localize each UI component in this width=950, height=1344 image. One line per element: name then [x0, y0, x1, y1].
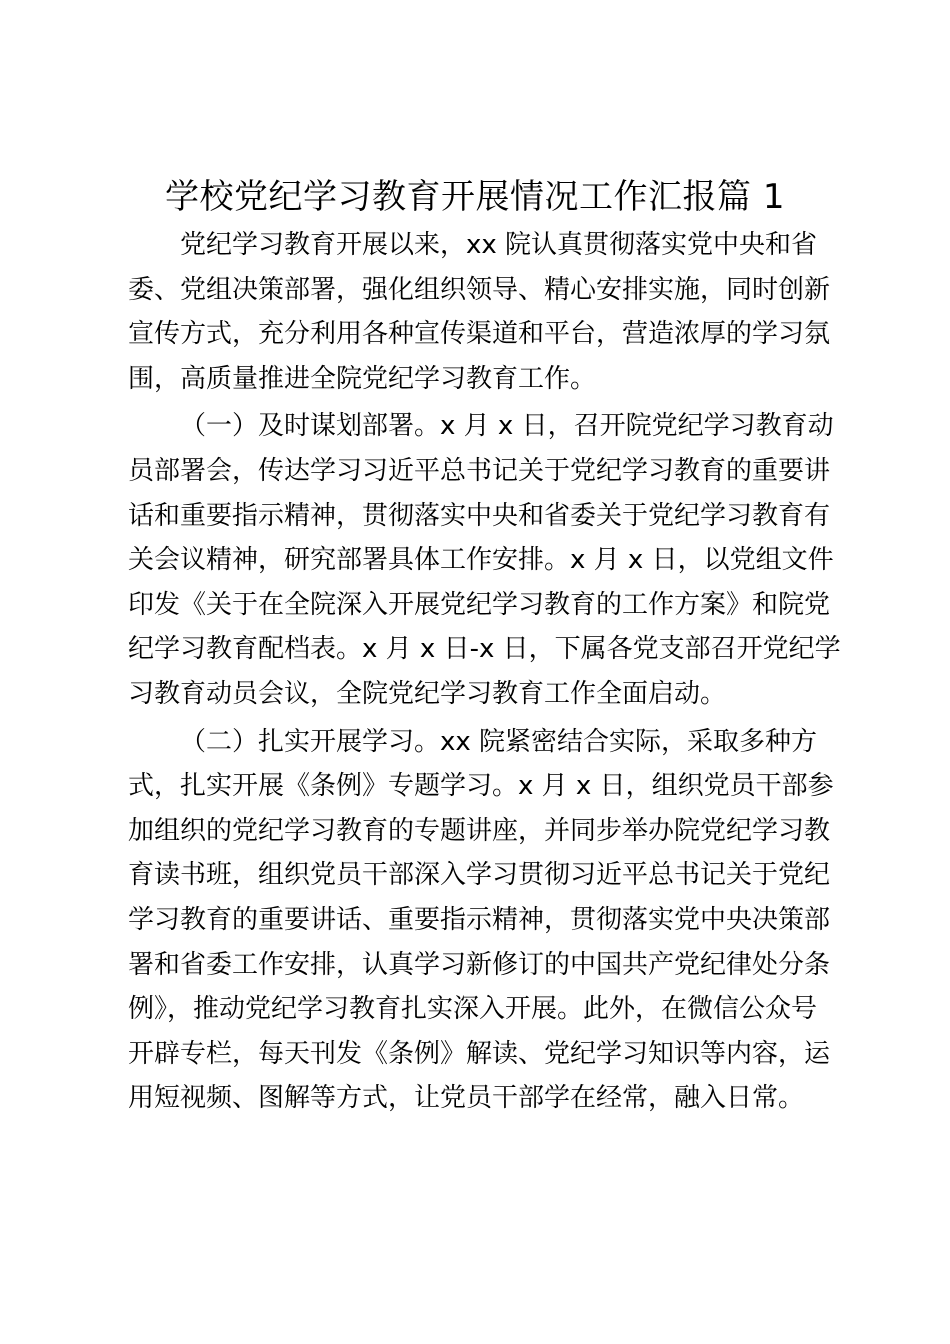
paragraph-line: 纪学习教育配档表。x 月 x 日-x 日，下属各党支部召开党纪学 [128, 634, 841, 665]
paragraph-line: 习教育动员会议，全院党纪学习教育工作全面启动。 [128, 678, 727, 709]
paragraph-line: 宣传方式，充分利用各种宣传渠道和平台，营造浓厚的学习氛 [128, 319, 831, 350]
document-body [128, 223, 841, 1124]
paragraph-line: 署和省委工作安排，认真学习新修订的中国共产党纪律处分条 [128, 949, 831, 980]
paragraph-section-1 [128, 404, 841, 716]
paragraph-line: 用短视频、图解等方式，让党员干部学在经常，融入日常。 [128, 1083, 805, 1114]
paragraph-line: 开辟专栏，每天刊发《条例》解读、党纪学习知识等内容，运 [128, 1038, 831, 1069]
paragraph-line: 委、党组决策部署，强化组织领导、精心安排实施，同时创新 [128, 274, 831, 305]
paragraph-line: （一）及时谋划部署。x 月 x 日，召开院党纪学习教育动 [180, 411, 834, 442]
paragraph-intro [128, 223, 832, 401]
paragraph-line: 关会议精神，研究部署具体工作安排。x 月 x 日，以党组文件 [128, 545, 834, 576]
paragraph-line: 党纪学习教育开展以来，xx 院认真贯彻落实党中央和省 [180, 230, 818, 260]
paragraph-line: 例》，推动党纪学习教育扎实深入开展。此外，在微信公众号 [128, 994, 818, 1025]
paragraph-line: （二）扎实开展学习。xx 院紧密结合实际，采取多种方 [180, 726, 818, 757]
paragraph-line: 加组织的党纪学习教育的专题讲座，并同步举办院党纪学习教 [128, 815, 831, 846]
paragraph-line: 话和重要指示精神，贯彻落实中央和省委关于党纪学习教育有 [128, 500, 831, 531]
paragraph-line: 式，扎实开展《条例》专题学习。x 月 x 日，组织党员干部参 [128, 771, 834, 802]
paragraph-line: 围，高质量推进全院党纪学习教育工作。 [128, 363, 597, 394]
paragraph-line: 育读书班，组织党员干部深入学习贯彻习近平总书记关于党纪 [128, 860, 831, 891]
paragraph-line: 印发《关于在全院深入开展党纪学习教育的工作方案》和院党 [128, 589, 831, 620]
document-title: 学校党纪学习教育开展情况工作汇报篇 1 [165, 177, 785, 217]
paragraph-section-2 [128, 720, 832, 1121]
paragraph-line: 员部署会，传达学习习近平总书记关于党纪学习教育的重要讲 [128, 455, 831, 486]
paragraph-line: 学习教育的重要讲话、重要指示精神，贯彻落实党中央决策部 [128, 904, 831, 935]
